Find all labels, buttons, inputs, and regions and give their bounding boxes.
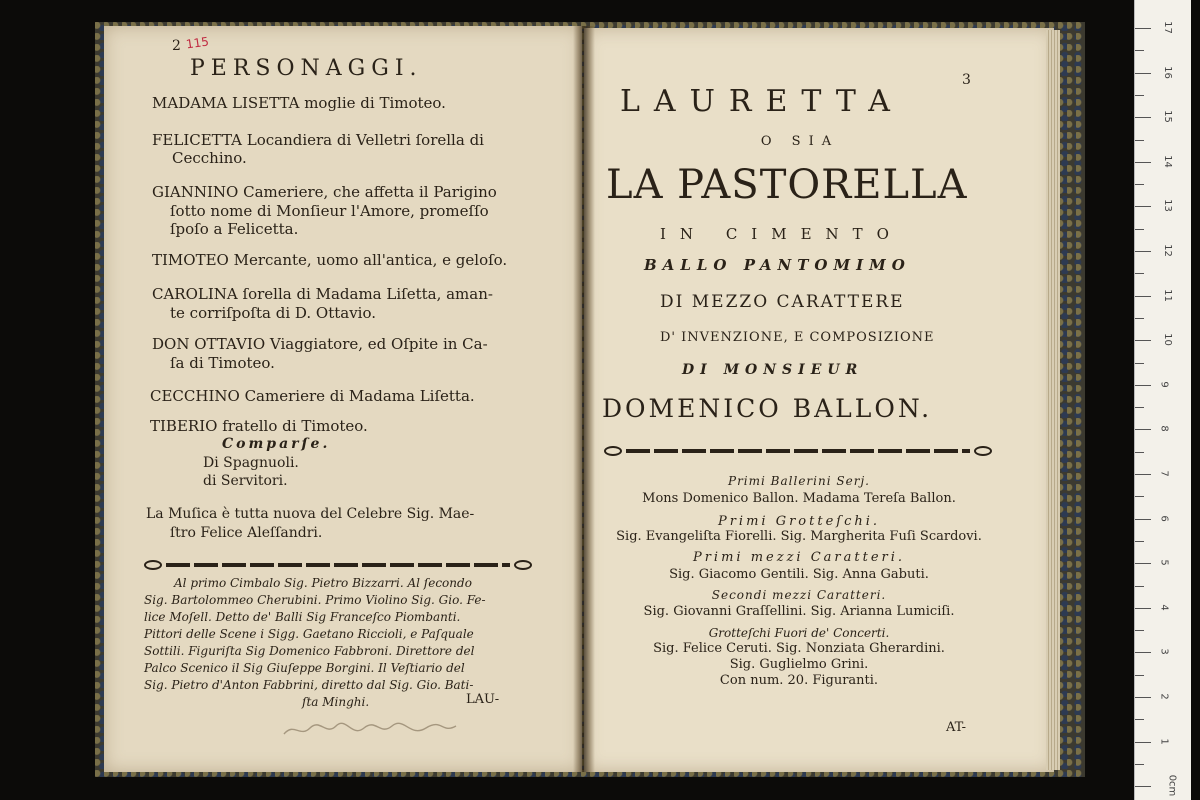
ruler-tick (1135, 563, 1151, 564)
ruler-tick (1135, 117, 1151, 118)
credits-line: Sig. Bartolommeo Cherubini. Primo Violino Sig. Gio. Fe- (144, 593, 486, 607)
ruler-tick (1135, 496, 1144, 497)
character-line: GIANNINO Cameriere, che affetta il Parigino (152, 183, 497, 201)
measurement-ruler (1134, 0, 1191, 800)
ruler-label: 4 (1158, 604, 1170, 611)
mezzo-carattere: DI MEZZO CARATTERE (660, 292, 905, 312)
ruler-tick (1135, 608, 1151, 609)
cast-role: Primi Ballerini Serj. (728, 474, 870, 488)
ruler-tick (1135, 363, 1144, 364)
character-line: Cecchino. (172, 149, 247, 167)
cast-names: Con num. 20. Figuranti. (719, 673, 879, 688)
comparse-item: Di Spagnuoli. (203, 455, 299, 471)
cast-names: Sig. Felice Ceruti. Sig. Nonziata Gherardini. (653, 641, 945, 656)
ruler-tick (1135, 474, 1151, 475)
ruler-tick (1135, 519, 1151, 520)
handwritten-signature (280, 716, 460, 742)
cast-role: Primi Grotteſchi. (717, 514, 881, 529)
character-line: CAROLINA ſorella di Madama Liſetta, aman- (152, 285, 493, 303)
ruler-label: 5 (1158, 559, 1170, 566)
ruler-tick (1135, 764, 1144, 765)
author-name: DOMENICO BALLON. (602, 394, 933, 423)
page-number-left: 2 (172, 38, 181, 54)
catchword-left: LAU- (466, 692, 500, 707)
ruler-tick (1135, 385, 1151, 386)
invenzione: D' INVENZIONE, E COMPOSIZIONE (660, 330, 935, 345)
ruler-tick (1135, 719, 1144, 720)
di-monsieur: DI MONSIEUR (682, 362, 864, 378)
credits-line: Sig. Pietro d'Anton Fabbrini, diretto dal Sig. Gio. Bati- (144, 678, 474, 692)
ruler-tick (1135, 28, 1151, 29)
ruler-label: 11 (1161, 288, 1173, 302)
ruler-label: 3 (1158, 648, 1170, 656)
ruler-label: 10 (1161, 333, 1173, 347)
o-sia: O SIA (760, 134, 840, 149)
character-line: MADAMA LISETTA moglie di Timoteo. (152, 94, 446, 112)
ruler-tick (1135, 742, 1151, 743)
ruler-tick (1135, 697, 1151, 698)
cast-role: Secondi mezzi Caratteri. (711, 588, 887, 602)
cast-role: Grotteſchi Fuori de' Concerti. (708, 626, 890, 640)
ruler-tick (1135, 318, 1144, 319)
credits-line: Sottili. Figuriſta Sig Domenico Fabbroni. Direttore del (144, 644, 475, 658)
page-heading: PERSONAGGI. (190, 56, 423, 81)
ruler-tick (1135, 251, 1151, 252)
credits-line: ſta Minghi. (302, 695, 370, 709)
ruler-label: 9 (1158, 381, 1170, 388)
credits-line: Palco Scenico il Sig Giuſeppe Borgini. Il Veſtiario del (144, 661, 465, 675)
cast-names: Sig. Guglielmo Grini. (729, 657, 869, 672)
ruler-tick (1135, 429, 1151, 430)
ornament-divider (144, 560, 532, 570)
ruler-tick (1135, 675, 1144, 676)
comparse-title: Comparſe. (222, 436, 331, 452)
character-line: ſpoſo a Felicetta. (170, 220, 299, 238)
character-line: DON OTTAVIO Viaggiatore, ed Oſpite in Ca- (152, 335, 488, 353)
cast-names: Mons Domenico Ballon. Madama Tereſa Ballon. (642, 491, 956, 506)
ruler-label: 15 (1161, 110, 1173, 124)
ruler-label: 13 (1161, 199, 1173, 213)
comparse-item: di Servitori. (203, 473, 288, 489)
cast-role: Primi mezzi Caratteri. (692, 550, 906, 565)
character-line: TIMOTEO Mercante, uomo all'antica, e geloſo. (152, 251, 508, 269)
ballo-pantomimo: BALLO PANTOMIMO (644, 256, 911, 274)
ruler-tick (1135, 340, 1151, 341)
music-note: La Muſica è tutta nuova del Celebre Sig. Mae- (146, 506, 475, 522)
ruler-tick (1135, 586, 1144, 587)
page-number-right: 3 (962, 72, 971, 88)
book-gutter (573, 26, 595, 772)
ruler-tick (1135, 229, 1144, 230)
ballet-subtitle: LA PASTORELLA (606, 162, 968, 208)
music-note: ſtro Felice Aleſſandri. (170, 525, 323, 541)
ruler-tick (1135, 162, 1151, 163)
character-line: ſotto nome di Monſieur l'Amore, promeſſo (170, 202, 489, 220)
ruler-label: 8 (1158, 425, 1170, 433)
character-line: TIBERIO fratello di Timoteo. (150, 417, 368, 435)
character-line: te corriſpoſta di D. Ottavio. (170, 304, 377, 322)
character-line: ſa di Timoteo. (170, 354, 275, 372)
ruler-tick (1135, 652, 1151, 653)
ruler-label: 2 (1158, 693, 1170, 700)
ruler-tick (1135, 273, 1144, 274)
character-line: FELICETTA Locandiera di Velletri ſorella di (152, 131, 484, 149)
ruler-tick (1135, 140, 1144, 141)
ruler-tick (1135, 786, 1151, 787)
ruler-tick (1135, 407, 1144, 408)
cast-names: Sig. Evangeliſta Fiorelli. Sig. Margherita Fuſi Scardovi. (616, 529, 982, 544)
ruler-label: 16 (1161, 65, 1173, 79)
ruler-label: 0cm (1166, 774, 1178, 797)
page-edges (1046, 30, 1060, 770)
ruler-label: 17 (1161, 21, 1173, 34)
library-stamp: 115 (185, 34, 210, 52)
ruler-tick (1135, 73, 1151, 74)
credits-line: Pittori delle Scene i Sigg. Gaetano Riccioli, e Paſquale (144, 627, 474, 641)
ruler-label: 7 (1158, 470, 1170, 477)
ruler-label: 12 (1161, 244, 1173, 257)
credits-line: Al primo Cimbalo Sig. Pietro Bizzarri. Al ſecondo (174, 576, 472, 590)
ruler-tick (1135, 452, 1144, 453)
ruler-tick (1135, 50, 1144, 51)
cast-names: Sig. Giacomo Gentili. Sig. Anna Gabuti. (669, 567, 929, 582)
ruler-tick (1135, 296, 1151, 297)
ballet-title: LAURETTA (620, 84, 904, 119)
ruler-tick (1135, 630, 1144, 631)
ruler-tick (1135, 95, 1144, 96)
ruler-tick (1135, 184, 1144, 185)
cast-names: Sig. Giovanni Graſſellini. Sig. Arianna Lumiciſi. (643, 604, 955, 619)
ornament-divider (604, 446, 992, 456)
in-cimento: IN CIMENTO (660, 225, 903, 243)
ruler-label: 1 (1158, 737, 1170, 745)
ruler-label: 6 (1158, 514, 1170, 522)
ruler-label: 14 (1161, 154, 1173, 168)
catchword-right: AT- (946, 720, 967, 735)
ruler-tick (1135, 206, 1151, 207)
credits-line: lice Moſell. Detto de' Balli Sig Franceſco Piombanti. (144, 610, 461, 624)
character-line: CECCHINO Cameriere di Madama Liſetta. (150, 387, 475, 405)
ruler-tick (1135, 541, 1144, 542)
